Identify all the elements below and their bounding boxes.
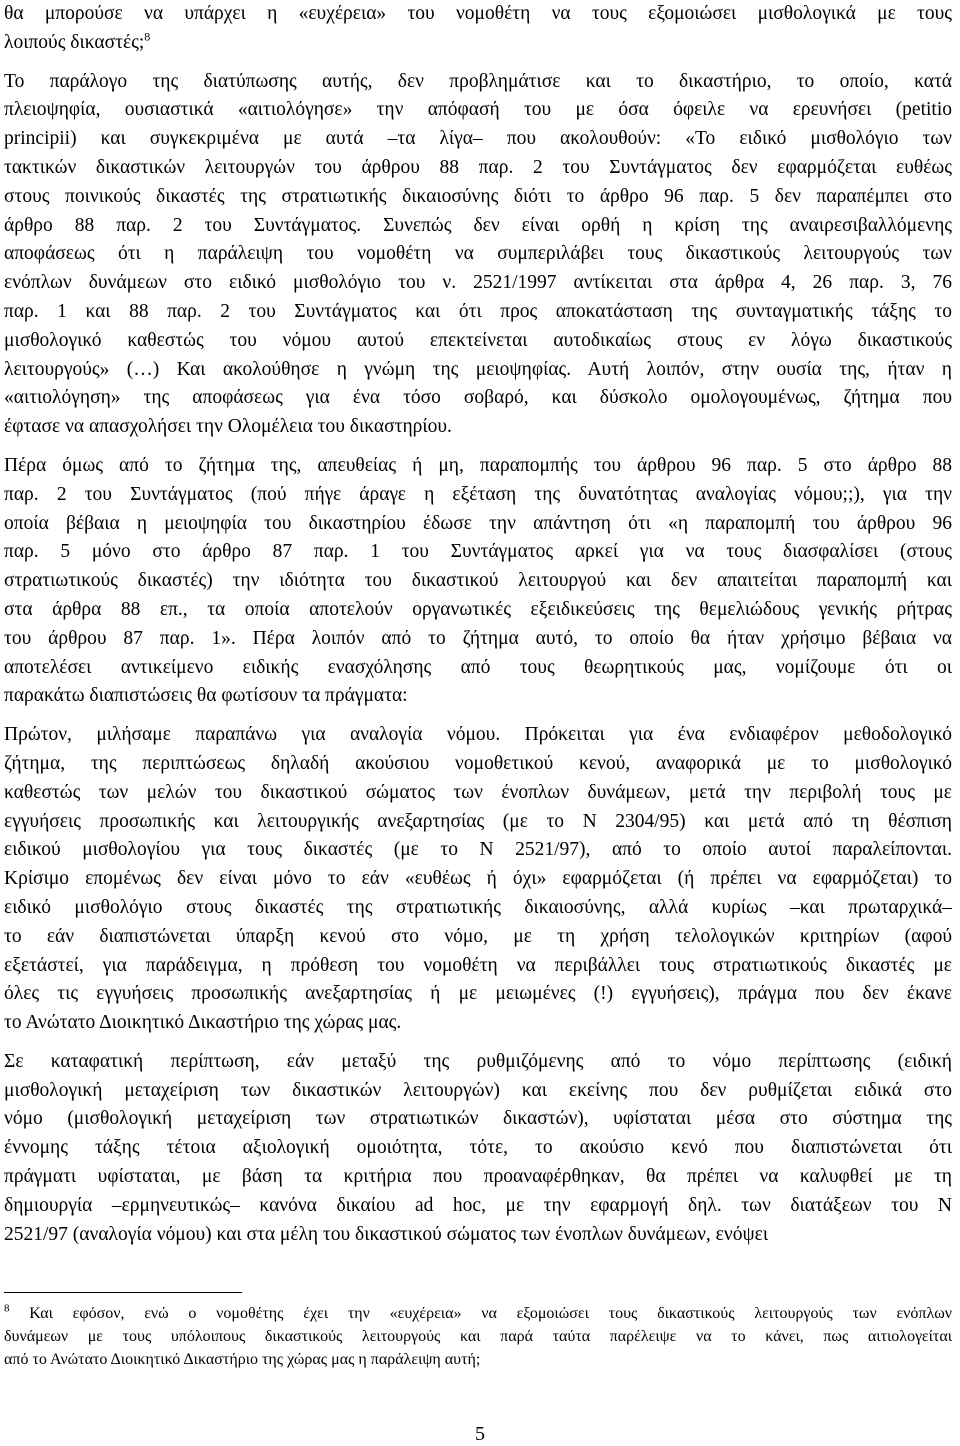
text-line-content: Κρίσιμο επομένως δεν είναι μόνο το εάν «ευθέως ή όχι» εφαρμόζεται (ή πρέπει να εφαρμόζεται) το [4,868,952,890]
text-line [4,269,952,298]
text-line [4,1009,952,1038]
footnote-number: 8 [4,1302,10,1315]
text-line [4,808,952,837]
paragraph [4,1048,952,1250]
body-text [4,0,952,1249]
text-line [4,384,952,413]
text-line [4,836,952,865]
text-line [4,183,952,212]
text-line [4,865,952,894]
text-line [4,952,952,981]
text-line-content: ειδικού μισθολογίου για τους δικαστές (με το Ν 2521/97), από το οποίο αυτοί παραλείπονται. [4,839,952,861]
text-line-content: λοιπούς δικαστές; [4,31,145,53]
footnote-line-content: δυνάμεων με τους υπόλοιπους δικαστικούς λειτουργούς και παρά ταύτα παρέλειψε να το κάνει, πως αιτιολογείται [4,1328,952,1346]
text-line-content: ζήτημα, της περιπτώσεως δηλαδή ακούσιου νομοθετικού κενού, αναφορικά με το μισθολογικό [4,752,952,774]
text-line [4,481,952,510]
paragraph [4,721,952,1038]
footnote-line [4,1325,952,1348]
paragraph-gap [4,58,952,68]
paragraph-gap [4,1038,952,1048]
text-line [4,1134,952,1163]
text-line [4,923,952,952]
footnote-line-content: από το Ανώτατο Διοικητικό Δικαστήριο της χώρας μας η παράλειψη αυτή; [4,1351,481,1369]
paragraph-gap [4,711,952,721]
text-line [4,1048,952,1077]
text-line-content: Το παράλογο της διατύπωσης αυτής, δεν προβλημάτισε και το δικαστήριο, το οποίο, κατά [4,70,952,92]
text-line [4,538,952,567]
text-line-content: ενόπλων δυνάμεων στο ειδικό μισθολόγιο του ν. 2521/1997 αντίκειται στα άρθρα 4, 26 παρ. 3, 76 [4,272,952,294]
footnote-separator [4,1292,242,1293]
text-line [4,682,952,711]
text-line-content: παρακάτω διαπιστώσεις θα φωτίσουν τα πράγματα: [4,685,408,707]
text-line-content: στρατιωτικούς δικαστές) την ιδιότητα του δικαστικού λειτουργού και δεν απαιτείται παραπομπή και [4,570,952,592]
text-line-content: μισθολογικό καθεστώς του νόμου αυτού επεκτείνεται αυτοδικαίως στους εν λόγω δικαστικούς [4,329,952,351]
text-line-content: καθεστώς των μελών του δικαστικού σώματος των ένοπλων δυνάμεων, μετά την περιβολή τους με [4,781,952,803]
text-line-content: του άρθρου 87 παρ. 1». Πέρα λοιπόν από το ζήτημα αυτό, το οποίο θα ήταν χρήσιμο βέβαια να [4,627,952,649]
text-line-content: στους ποινικούς δικαστές της στρατιωτικής δικαιοσύνης διότι το άρθρο 96 παρ. 5 δεν παραπέμπει στο [4,185,952,207]
text-line [4,154,952,183]
text-line-content: δημιουργία –ερμηνευτικώς– κανόνα δικαίου ad hoc, με την εφαρμογή δηλ. των διατάξεων του Ν [4,1194,952,1216]
text-line-content: λειτουργούς» (…) Και ακολούθησε η γνώμη της μειοψηφίας. Αυτή λοιπόν, στην ουσία της, ήταν η [4,358,952,380]
text-line [4,721,952,750]
text-line [4,29,952,58]
text-line-content: εγγυήσεις προσωπικής και λειτουργικής ανεξαρτησίας (με το Ν 2304/95) και μετά από τη θέσπιση [4,810,952,832]
text-line-content: «αιτιολόγηση» της αποφάσεως για ένα τόσο σοβαρό, και δύσκολο ομολογουμένως, ζήτημα που [4,387,952,409]
text-line-content: πράγματι υφίσταται, με βάση τα κριτήρια που προαναφέρθηκαν, θα πρέπει να καλυφθεί με τη [4,1166,952,1188]
text-line [4,750,952,779]
footnote [4,1302,952,1372]
text-line [4,894,952,923]
text-line [4,68,952,97]
text-line [4,980,952,1009]
text-line [4,0,952,29]
text-line [4,1221,952,1250]
text-line-content: το Ανώτατο Διοικητικό Δικαστήριο της χώρας μας. [4,1012,402,1034]
text-line-content: πλειοψηφία, ουσιαστικά «αιτιολόγησε» την απόφασή του με όσα όφειλε να ερευνήσει (petitio [4,99,952,121]
text-line [4,452,952,481]
text-line [4,413,952,442]
text-line-content: Σε καταφατική περίπτωση, εάν μεταξύ της ρυθμιζόμενης από το νόμο περίπτωσης (ειδική [4,1050,952,1072]
paragraph [4,0,952,58]
footnote-reference[interactable]: 8 [144,29,151,44]
footnote-line [4,1348,952,1371]
text-line-content: τακτικών δικαστικών λειτουργών του άρθρου 88 παρ. 2 του Συντάγματος δεν εφαρμόζεται ευθέως [4,156,952,178]
text-line-content: νόμο (μισθολογική μεταχείριση των στρατιωτικών δικαστών), υφίσταται μέσα στο σύστημα της [4,1108,952,1130]
text-line-content: ειδικό μισθολόγιο στους δικαστές της στρατιωτικής δικαιοσύνης, αλλά κυρίως –και πρωταρχικά– [4,896,952,918]
paragraph-gap [4,442,952,452]
text-line [4,654,952,683]
text-line [4,125,952,154]
text-line-content: παρ. 2 του Συντάγματος (πού πήγε άραγε η εξέταση της δυνατότητας αναλογίας νόμου;;), για την [4,483,952,505]
text-line [4,240,952,269]
text-line-content: εξετάστεί, για παράδειγμα, η πρόθεση του νομοθέτη να περιβάλλει τους στρατιωτικούς δικαστές με [4,954,952,976]
text-line-content: οποία βέβαια η μειοψηφία του δικαστηρίου έδωσε την απάντηση ότι «η παραπομπή του άρθρου 96 [4,512,952,534]
text-line [4,212,952,241]
text-line [4,567,952,596]
text-line-content: 2521/97 (αναλογία νόμου) και στα μέλη του δικαστικού σώματος των ένοπλων δυνάμεων, ενόψει [4,1223,769,1245]
text-line-content: όλες τις εγγυήσεις προσωπικής ανεξαρτησίας ή με μειωμένες (!) εγγυήσεις), πράγμα που δεν έκανε [4,983,952,1005]
text-line [4,327,952,356]
footnote-line [4,1302,952,1325]
text-line-content: έφτασε να απασχολήσει την Ολομέλεια του δικαστηρίου. [4,416,452,438]
text-line-content: principii) και συγκεκριμένα με αυτά –τα λίγα– που ακολουθούν: «Το ειδικό μισθολόγιο των [4,128,952,150]
text-line [4,356,952,385]
footnote-line-content: Και εφόσον, ενώ ο νομοθέτης έχει την «ευχέρεια» να εξομοιώσει τους δικαστικούς λειτουργούς των ενόπλων [29,1305,952,1322]
text-line [4,1105,952,1134]
text-line [4,96,952,125]
text-line-content: θα μπορούσε να υπάρχει η «ευχέρεια» του νομοθέτη να τους εξομοιώσει μισθολογικά με τους [4,3,952,24]
text-line-content: παρ. 1 και 88 παρ. 2 του Συντάγματος και ότι προς αποκατάσταση της συνταγματικής τάξης το [4,300,952,322]
paragraph [4,452,952,711]
text-line-content: μισθολογική μεταχείριση των δικαστικών λειτουργών) και εκείνης που δεν ρυθμίζεται ειδικά στο [4,1079,952,1101]
text-line [4,298,952,327]
text-line [4,1192,952,1221]
text-line [4,779,952,808]
text-line-content: Πρώτον, μιλήσαμε παραπάνω για αναλογία νόμου. Πρόκειται για ένα ενδιαφέρον μεθοδολογικό [4,724,952,746]
text-line-content: έννομης τάξης τέτοια αξιολογική ομοιότητα, τότε, το ακούσιο κενό που διαπιστώνεται ότι [4,1137,952,1159]
text-line [4,1077,952,1106]
paragraph [4,68,952,442]
text-line-content: Πέρα όμως από το ζήτημα της, απευθείας ή μη, παραπομπής του άρθρου 96 παρ. 5 στο άρθρο 88 [4,454,952,476]
text-line-content: άρθρο 88 παρ. 2 του Συντάγματος. Συνεπώς δεν είναι ορθή η κρίση της αναιρεσιβαλλόμενης [4,214,952,236]
text-line-content: αποτελέσει αντικείμενο ειδικής ενασχόλησης από τους θεωρητικούς μας, νομίζουμε ότι οι [4,656,952,678]
text-line [4,625,952,654]
text-line [4,510,952,539]
text-line [4,1163,952,1192]
text-line-content: το εάν διαπιστώνεται ύπαρξη κενού στο νόμο, με τη χρήση τελολογικών κριτηρίων (αφού [4,925,952,947]
text-line-content: αποφάσεως ότι η παράλειψη του νομοθέτη να συμπεριλάβει τους δικαστικούς λειτουργούς των [4,243,952,265]
text-line [4,596,952,625]
text-line-content: στα άρθρα 88 επ., τα οποία αποτελούν οργανωτικές εξειδικεύσεις της θεμελιώδους γενικής ρήτρας [4,598,952,620]
page-number: 5 [475,1423,485,1445]
text-line-content: παρ. 5 μόνο στο άρθρο 87 παρ. 1 του Συντάγματος αρκεί για να τους διασφαλίσει (στους [4,541,952,563]
